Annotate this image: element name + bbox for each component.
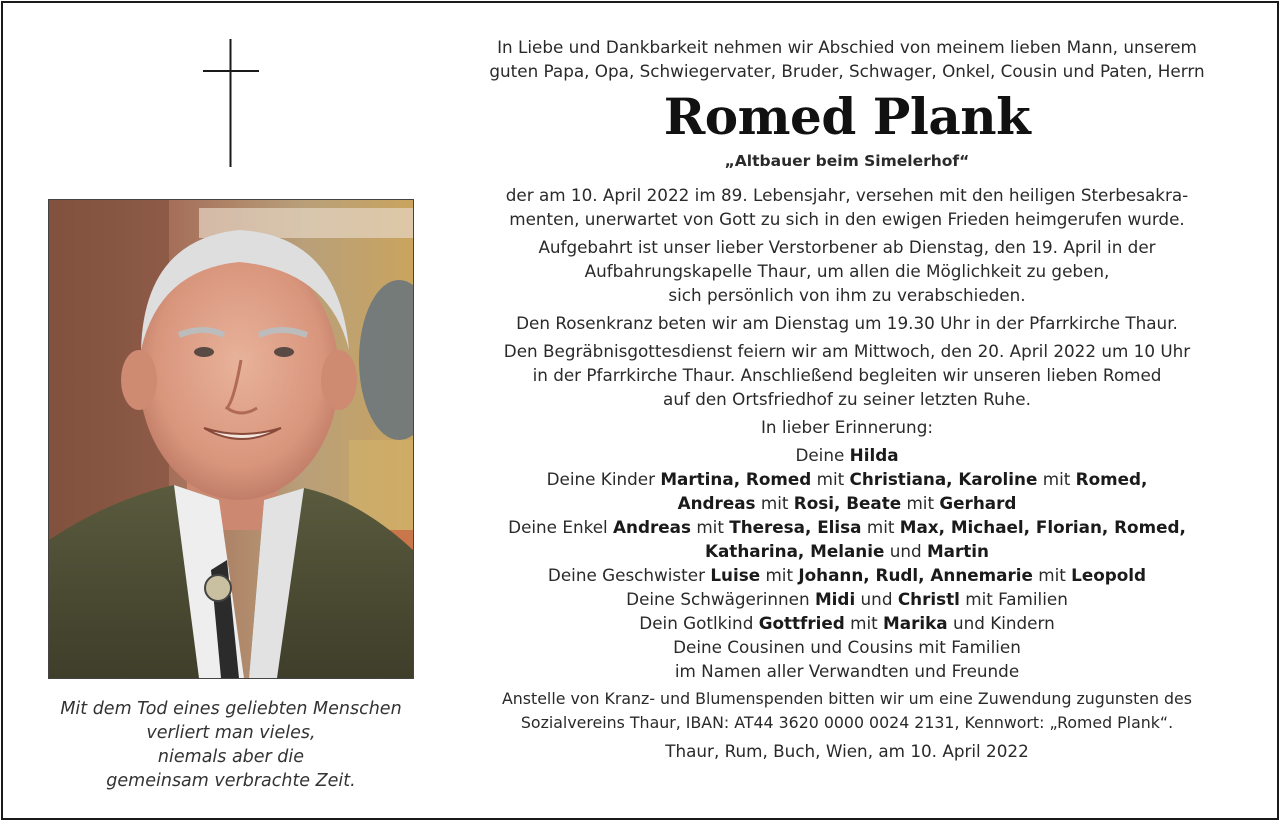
donation-line: Sozialvereins Thaur, IBAN: AT44 3620 0000 0024 2131, Kennwort: „Romed Plank“. [520, 713, 1174, 732]
mourner-sisters-in-law: Deine Schwägerinnen Midi und Christl mit Familien [626, 589, 1068, 609]
viewing-line: Aufbahrungskapelle Thaur, um allen die Möglichkeit zu geben, [584, 261, 1110, 281]
death-line: menten, unerwartet von Gott zu sich in den ewigen Frieden heimgerufen wurde. [509, 209, 1185, 229]
funeral-line: in der Pfarrkirche Thaur. Anschließend begleiten wir unseren lieben Romed [532, 365, 1162, 385]
intro-line: In Liebe und Dankbarkeit nehmen wir Abschied von meinem lieben Mann, unserem [497, 37, 1197, 57]
mourner-grandchildren: Deine Enkel Andreas mit Theresa, Elisa mit Max, Michael, Florian, Romed, [508, 517, 1186, 537]
mourner-wife: Deine Hilda [795, 445, 899, 465]
place-date: Thaur, Rum, Buch, Wien, am 10. April 2022 [665, 741, 1029, 761]
mourner-siblings: Deine Geschwister Luise mit Johann, Rudl, Annemarie mit Leopold [547, 565, 1147, 585]
mourner-children: Deine Kinder Martina, Romed mit Christiana, Karoline mit Romed, [546, 469, 1148, 489]
funeral-line: auf den Ortsfriedhof zu seiner letzten Ruhe. [663, 389, 1031, 409]
memory-heading: In lieber Erinnerung: [760, 417, 934, 437]
death-line: der am 10. April 2022 im 89. Lebensjahr, versehen mit den heiligen Sterbesakra- [505, 185, 1189, 205]
quote-line: verliert man vieles, [146, 723, 316, 743]
mourner-grandchildren-cont: Katharina, Melanie und Martin [704, 541, 990, 561]
quote-line: gemeinsam verbrachte Zeit. [106, 771, 356, 791]
deceased-name: Romed Plank [663, 87, 1031, 146]
portrait-photo [48, 199, 414, 679]
quote-line: niemals aber die [157, 747, 305, 767]
mourner-cousins: Deine Cousinen und Cousins mit Familien [673, 637, 1021, 657]
cross-icon [203, 39, 259, 167]
mourner-relatives: im Namen aller Verwandten und Freunde [674, 661, 1020, 681]
obituary-card [1, 1, 1279, 820]
obituary-text [443, 35, 1251, 763]
viewing-line: sich persönlich von ihm zu verabschieden. [668, 285, 1026, 305]
deceased-nickname: „Altbauer beim Simelerhof“ [724, 152, 970, 170]
intro-line: guten Papa, Opa, Schwiegervater, Bruder, Schwager, Onkel, Cousin und Paten, Herrn [489, 61, 1205, 81]
quote-line: Mit dem Tod eines geliebten Menschen [60, 699, 402, 719]
viewing-line: Aufgebahrt ist unser lieber Verstorbener ab Dienstag, den 19. April in der [538, 237, 1156, 257]
donation-line: Anstelle von Kranz- und Blumenspenden bitten wir um eine Zuwendung zugunsten des [501, 689, 1193, 708]
memorial-quote [23, 697, 439, 793]
mourner-children-cont: Andreas mit Rosi, Beate mit Gerhard [677, 493, 1017, 513]
funeral-line: Den Begräbnisgottesdienst feiern wir am Mittwoch, den 20. April 2022 um 10 Uhr [503, 341, 1191, 361]
rosary-line: Den Rosenkranz beten wir am Dienstag um 19.30 Uhr in der Pfarrkirche Thaur. [516, 313, 1178, 333]
mourner-godchild: Dein Gotlkind Gottfried mit Marika und Kindern [639, 613, 1055, 633]
